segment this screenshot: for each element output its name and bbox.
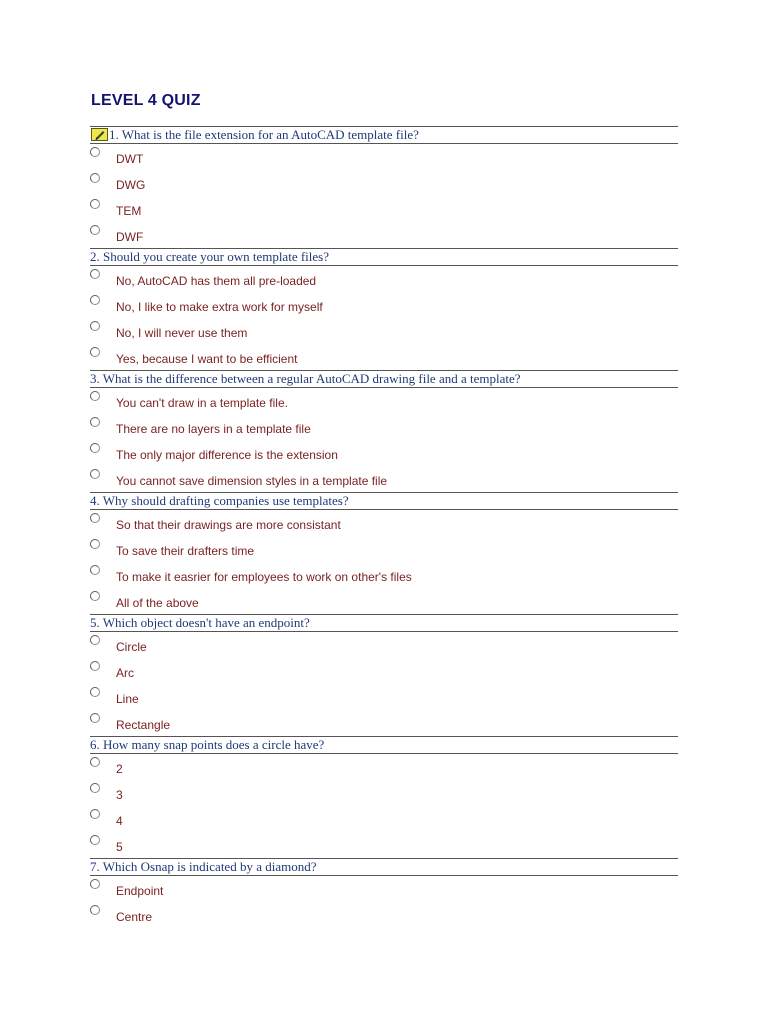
radio-button[interactable] bbox=[90, 513, 100, 523]
answer-options bbox=[90, 876, 678, 980]
radio-button[interactable] bbox=[90, 269, 100, 279]
radio-button[interactable] bbox=[90, 809, 100, 819]
answer-label: To save their drafters time bbox=[116, 544, 255, 558]
radio-button[interactable] bbox=[90, 173, 100, 183]
question-text: 3. What is the difference between a regular AutoCAD drawing file and a template? bbox=[90, 371, 521, 386]
radio-button[interactable] bbox=[90, 347, 100, 357]
answer-label: DWF bbox=[116, 230, 144, 244]
answer-label: Arc bbox=[116, 666, 134, 680]
answer-option[interactable] bbox=[90, 222, 678, 248]
question-header bbox=[90, 858, 678, 876]
question-header bbox=[90, 614, 678, 632]
radio-button[interactable] bbox=[90, 199, 100, 209]
radio-button[interactable] bbox=[90, 443, 100, 453]
radio-button[interactable] bbox=[90, 391, 100, 401]
question-1 bbox=[90, 126, 678, 248]
answer-option[interactable] bbox=[90, 536, 678, 562]
radio-button[interactable] bbox=[90, 225, 100, 235]
radio-button[interactable] bbox=[90, 469, 100, 479]
answer-option[interactable] bbox=[90, 414, 678, 440]
answer-label: No, I will never use them bbox=[116, 326, 248, 340]
answer-label: 2 bbox=[116, 762, 123, 776]
answer-label: Line bbox=[116, 692, 139, 706]
question-text: 7. Which Osnap is indicated by a diamond? bbox=[90, 859, 317, 874]
answer-option[interactable] bbox=[90, 902, 678, 928]
answer-label: You cannot save dimension styles in a template file bbox=[116, 474, 388, 488]
answer-option[interactable] bbox=[90, 632, 678, 658]
answer-label: Centre bbox=[116, 910, 153, 924]
question-text: 2. Should you create your own template files? bbox=[90, 249, 329, 264]
radio-button[interactable] bbox=[90, 591, 100, 601]
answer-options bbox=[90, 754, 678, 858]
question-4 bbox=[90, 492, 678, 614]
answer-option[interactable] bbox=[90, 466, 678, 492]
radio-button[interactable] bbox=[90, 661, 100, 671]
answer-option[interactable] bbox=[90, 754, 678, 780]
answer-option[interactable] bbox=[90, 710, 678, 736]
pencil-icon bbox=[91, 128, 108, 141]
answer-option[interactable] bbox=[90, 780, 678, 806]
answer-option[interactable] bbox=[90, 658, 678, 684]
answer-label: The only major difference is the extension bbox=[116, 448, 338, 462]
answer-label: DWG bbox=[116, 178, 146, 192]
radio-button[interactable] bbox=[90, 687, 100, 697]
answer-label: To make it easrier for employees to work on other's files bbox=[116, 570, 412, 584]
answer-option[interactable] bbox=[90, 562, 678, 588]
answer-option[interactable] bbox=[90, 440, 678, 466]
radio-button[interactable] bbox=[90, 835, 100, 845]
question-header bbox=[90, 736, 678, 754]
answer-option[interactable] bbox=[90, 170, 678, 196]
question-text: 1. What is the file extension for an AutoCAD template file? bbox=[109, 127, 419, 142]
question-header bbox=[90, 492, 678, 510]
answer-label: All of the above bbox=[116, 596, 199, 610]
question-7 bbox=[90, 858, 678, 980]
answer-label: You can't draw in a template file. bbox=[116, 396, 288, 410]
question-2 bbox=[90, 248, 678, 370]
question-3 bbox=[90, 370, 678, 492]
radio-button[interactable] bbox=[90, 295, 100, 305]
radio-button[interactable] bbox=[90, 539, 100, 549]
question-header bbox=[90, 126, 678, 144]
radio-button[interactable] bbox=[90, 783, 100, 793]
radio-button[interactable] bbox=[90, 713, 100, 723]
answer-option[interactable] bbox=[90, 876, 678, 902]
answer-label: Endpoint bbox=[116, 884, 164, 898]
radio-button[interactable] bbox=[90, 635, 100, 645]
answer-label: No, AutoCAD has them all pre-loaded bbox=[116, 274, 317, 288]
radio-button[interactable] bbox=[90, 321, 100, 331]
answer-options bbox=[90, 144, 678, 248]
answer-label: Yes, because I want to be efficient bbox=[116, 352, 298, 366]
radio-button[interactable] bbox=[90, 905, 100, 915]
question-header bbox=[90, 248, 678, 266]
question-text: 5. Which object doesn't have an endpoint? bbox=[90, 615, 310, 630]
answer-option[interactable] bbox=[90, 318, 678, 344]
answer-options bbox=[90, 632, 678, 736]
answer-options bbox=[90, 510, 678, 614]
answer-option[interactable] bbox=[90, 388, 678, 414]
answer-label: Circle bbox=[116, 640, 147, 654]
answer-option[interactable] bbox=[90, 832, 678, 858]
page-title: LEVEL 4 QUIZ bbox=[91, 92, 201, 109]
answer-option[interactable] bbox=[90, 344, 678, 370]
answer-option[interactable] bbox=[90, 684, 678, 710]
answer-option[interactable] bbox=[90, 510, 678, 536]
answer-option[interactable] bbox=[90, 806, 678, 832]
radio-button[interactable] bbox=[90, 417, 100, 427]
answer-label: 5 bbox=[116, 840, 123, 854]
question-text: 4. Why should drafting companies use templates? bbox=[90, 493, 349, 508]
question-text: 6. How many snap points does a circle have? bbox=[90, 737, 325, 752]
radio-button[interactable] bbox=[90, 147, 100, 157]
answer-label: No, I like to make extra work for myself bbox=[116, 300, 323, 314]
question-6 bbox=[90, 736, 678, 858]
answer-label: 4 bbox=[116, 814, 123, 828]
question-header bbox=[90, 370, 678, 388]
question-list bbox=[90, 126, 678, 980]
answer-label: TEM bbox=[116, 204, 142, 218]
answer-label: DWT bbox=[116, 152, 144, 166]
question-5 bbox=[90, 614, 678, 736]
answer-options bbox=[90, 388, 678, 492]
answer-option[interactable] bbox=[90, 588, 678, 614]
answer-option[interactable] bbox=[90, 292, 678, 318]
radio-button[interactable] bbox=[90, 757, 100, 767]
answer-option[interactable] bbox=[90, 266, 678, 292]
answer-option[interactable] bbox=[90, 196, 678, 222]
radio-button[interactable] bbox=[90, 565, 100, 575]
answer-option[interactable] bbox=[90, 144, 678, 170]
answer-label: So that their drawings are more consistant bbox=[116, 518, 341, 532]
radio-button[interactable] bbox=[90, 879, 100, 889]
answer-options bbox=[90, 266, 678, 370]
answer-label: There are no layers in a template file bbox=[116, 422, 311, 436]
answer-label: Rectangle bbox=[116, 718, 171, 732]
answer-label: 3 bbox=[116, 788, 123, 802]
